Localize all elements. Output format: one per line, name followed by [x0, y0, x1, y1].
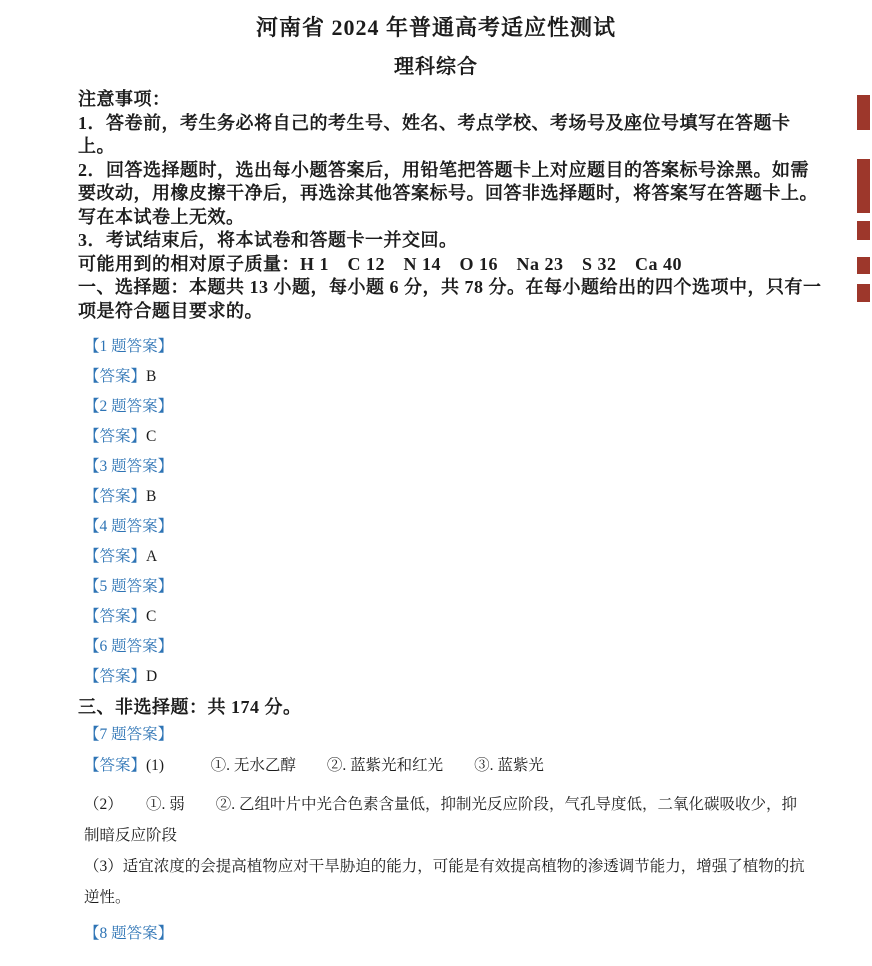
- question-4-answer-line: [84, 542, 872, 572]
- answer-prefix: 【答案】: [84, 548, 147, 565]
- answer-prefix: 【答案】: [84, 488, 147, 505]
- answer-value: C: [146, 608, 157, 625]
- q7-answer-part3: （3）适宜浓度的会提高植物应对干旱胁迫的能力，可能是有效提高植物的渗透调节能力，增强了植物的抗: [84, 858, 805, 875]
- red-highlight-mark: [857, 159, 870, 213]
- nonchoice-section-heading: 三、非选择题：共 174 分。: [78, 697, 302, 717]
- q7-answer-part2-wrap: 制暗反应阶段: [84, 827, 178, 844]
- notice-section: [0, 88, 872, 323]
- question-6-answer-label: 【6 题答案】: [84, 638, 174, 655]
- question-4-answer-label: 【4 题答案】: [84, 518, 174, 535]
- notice-line-2-wrap: 要改动，用橡皮擦干净后，再选涂其他答案标号。回答非选择题时，将答案写在答题卡上。: [78, 183, 818, 203]
- q7-answer-part3-wrap: 逆性。: [84, 889, 131, 906]
- answer-prefix: 【答案】: [84, 668, 147, 685]
- answer-value: D: [146, 668, 158, 685]
- question-1-answer-line: [84, 362, 872, 392]
- atomic-mass-line: 可能用到的相对原子质量：H 1 C 12 N 14 O 16 Na 23 S 32 Ca 40: [78, 253, 683, 274]
- question-7-answer-label: 【7 题答案】: [84, 726, 174, 743]
- answer-prefix: 【答案】: [84, 368, 147, 385]
- question-5-answer-label: 【5 题答案】: [84, 578, 174, 595]
- red-highlight-mark: [857, 284, 870, 302]
- page-subtitle: 理科综合: [394, 56, 478, 78]
- notice-line-1: 1．答卷前，考生务必将自己的考生号、姓名、考点学校、考场号及座位号填写在答题卡: [78, 112, 791, 133]
- answer-prefix: 【答案】: [84, 608, 147, 625]
- question-3-answer-label: 【3 题答案】: [84, 458, 174, 475]
- red-highlight-mark: [857, 95, 870, 130]
- question-3-answer-line: [84, 482, 872, 512]
- answer-value: B: [146, 368, 157, 385]
- question-2-answer-line: [84, 422, 872, 452]
- red-highlight-mark: [857, 257, 870, 274]
- question-6-answer-line: [84, 662, 872, 692]
- question-2-answer-label: 【2 题答案】: [84, 398, 174, 415]
- question-8-answer-label: 【8 题答案】: [84, 925, 174, 942]
- q7-part1-text: (1) ①. 无水乙醇 ②. 蓝紫光和红光 ③. 蓝紫光: [146, 757, 544, 774]
- q7-answer-part2: （2） ①. 弱 ②. 乙组叶片中光合色素含量低，抑制光反应阶段，气孔导度低，二氧化碳吸收少，抑: [84, 796, 798, 813]
- red-highlight-mark: [857, 221, 870, 240]
- choice-section-heading: 一、选择题：本题共 13 小题，每小题 6 分，共 78 分。在每小题给出的四个选项中，只有一: [78, 277, 822, 297]
- notice-line-2-wrap2: 写在本试卷上无效。: [78, 206, 245, 227]
- answer-value: C: [146, 428, 157, 445]
- notice-line-3: 3．考试结束后，将本试卷和答题卡一并交回。: [78, 230, 458, 250]
- answer-value: B: [146, 488, 157, 505]
- answer-prefix: 【答案】: [84, 428, 147, 445]
- choice-answers-list: [0, 332, 872, 692]
- question-5-answer-line: [84, 602, 872, 632]
- question-7-answer-block: [0, 720, 872, 949]
- page-title: 河南省 2024 年普通高考适应性测试: [255, 15, 616, 40]
- notice-line-1-wrap: 上。: [78, 136, 115, 156]
- question-1-answer-label: 【1 题答案】: [84, 338, 174, 355]
- q7-answer-part1: [84, 750, 872, 781]
- notice-heading: 注意事项：: [78, 89, 171, 109]
- notice-line-2: 2．回答选择题时，选出每小题答案后，用铅笔把答题卡上对应题目的答案标号涂黑。如需: [78, 159, 809, 180]
- answer-value: A: [146, 548, 158, 565]
- choice-section-heading-wrap: 项是符合题目要求的。: [78, 300, 263, 321]
- answer-prefix: 【答案】: [84, 757, 147, 774]
